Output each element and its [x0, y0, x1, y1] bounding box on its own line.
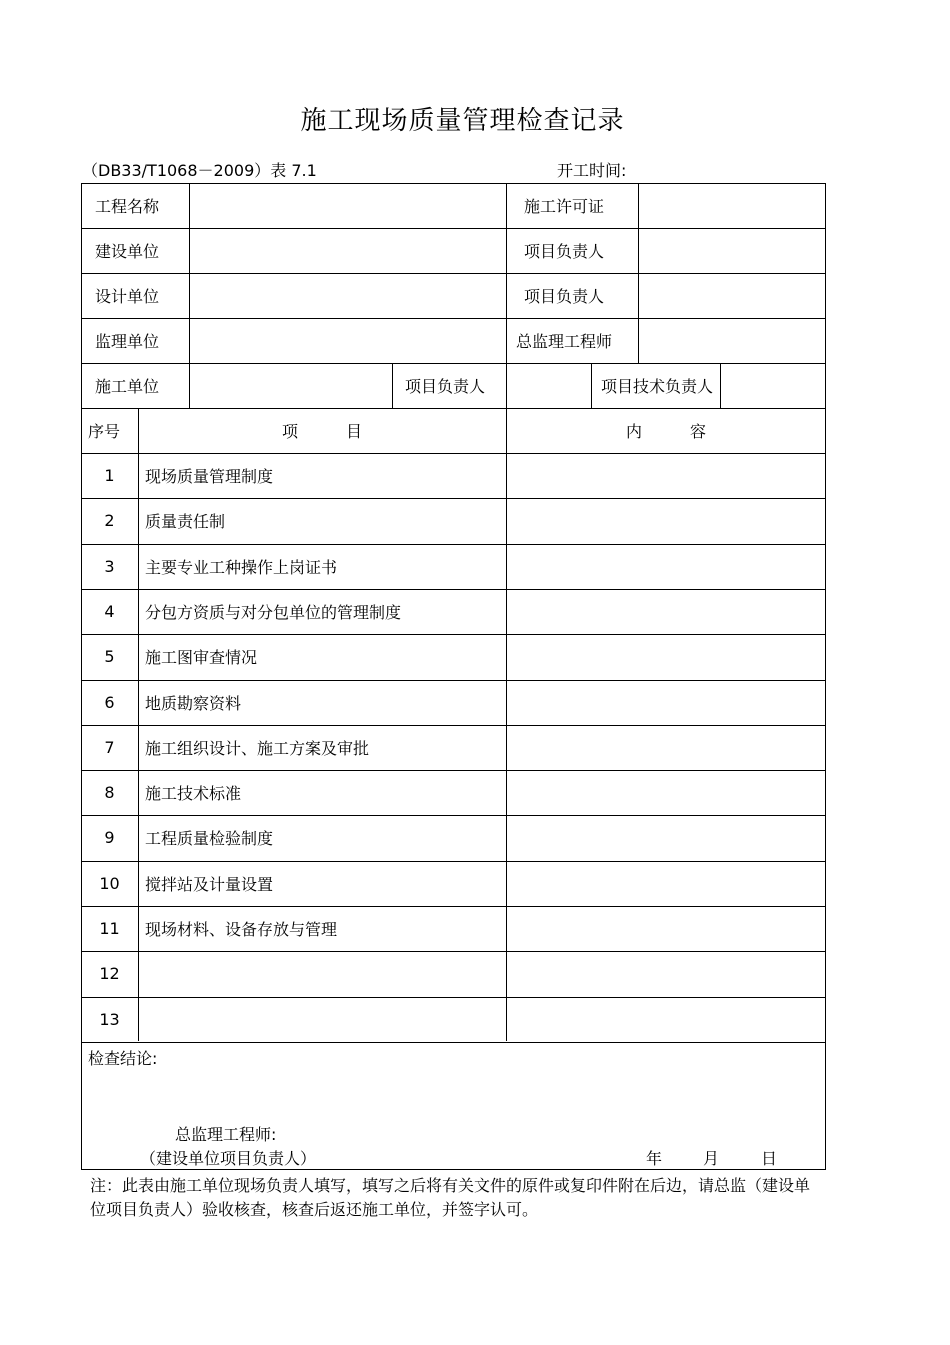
grid-line-h: [81, 1042, 825, 1043]
grid-line-v: [189, 183, 190, 408]
grid-line-v: [392, 363, 393, 408]
row-item: 质量责任制: [145, 512, 226, 531]
row-number: 6: [104, 693, 115, 712]
contractor-tech-lead-label: 项目技术负责人: [601, 377, 714, 396]
row-item: 分包方资质与对分包单位的管理制度: [145, 603, 402, 622]
row-content-cell[interactable]: [507, 725, 824, 770]
row-content-cell[interactable]: [507, 861, 824, 906]
row-item: 施工图审查情况: [145, 648, 258, 667]
start-time-label: 开工时间:: [557, 161, 627, 180]
grid-line-v: [506, 183, 507, 363]
row-item: 施工技术标准: [145, 784, 242, 803]
row-content-cell[interactable]: [507, 498, 824, 543]
row-content-cell[interactable]: [507, 680, 824, 725]
grid-line-v: [138, 408, 139, 1041]
row-item: 工程质量检验制度: [145, 829, 274, 848]
chief-supervisor-label: 总监理工程师: [516, 332, 613, 351]
grid-line-h: [81, 273, 825, 274]
design-pm-label: 项目负责人: [524, 287, 605, 306]
owner-pm-label: 项目负责人: [524, 242, 605, 261]
row-item: 搅拌站及计量设置: [145, 875, 274, 894]
page-title: 施工现场质量管理检查记录: [300, 106, 625, 136]
row-content-cell[interactable]: [507, 453, 824, 498]
row-number: 1: [104, 466, 115, 485]
row-content-cell[interactable]: [507, 951, 824, 996]
row-number: 12: [99, 964, 120, 983]
row-number: 11: [99, 919, 120, 938]
grid-line-v: [638, 183, 639, 363]
contractor-pm-label: 项目负责人: [405, 377, 486, 396]
grid-line-v: [720, 363, 721, 408]
row-number: 13: [99, 1010, 120, 1029]
row-number: 9: [104, 828, 115, 847]
grid-line-v: [591, 363, 592, 408]
conclusion-label: 检查结论:: [88, 1049, 158, 1068]
row-content-cell[interactable]: [507, 589, 824, 634]
row-item: 主要专业工种操作上岗证书: [145, 558, 338, 577]
design-unit-label: 设计单位: [95, 287, 160, 306]
supervision-unit-label: 监理单位: [95, 332, 160, 351]
row-item: 地质勘察资料: [145, 694, 242, 713]
grid-line-h: [81, 318, 825, 319]
contractor-unit-label: 施工单位: [95, 377, 160, 396]
owner-unit-label: 建设单位: [95, 242, 160, 261]
row-item: 现场材料、设备存放与管理: [145, 920, 338, 939]
owner-pm-sign: （建设单位项目负责人）: [140, 1149, 317, 1168]
date-day: 日: [761, 1149, 778, 1168]
grid-line-v: [506, 363, 507, 408]
row-content-cell[interactable]: [507, 815, 824, 860]
header-content: 内 容: [625, 422, 706, 441]
row-item: 施工组织设计、施工方案及审批: [145, 739, 370, 758]
footnote: 注：此表由施工单位现场负责人填写，填写之后将有关文件的原件或复印件附在后边，请总监（建设单位项目负责人）验收核查，核查后返还施工单位，并签字认可。: [90, 1176, 811, 1219]
construction-permit-label: 施工许可证: [524, 197, 605, 216]
standard-code: （DB33/T1068－2009）表 7.1: [82, 161, 317, 180]
chief-supervisor-sign: 总监理工程师:: [175, 1125, 277, 1144]
row-content-cell[interactable]: [507, 634, 824, 679]
header-no: 序号: [88, 422, 121, 441]
row-content-cell[interactable]: [507, 544, 824, 589]
row-number: 8: [104, 783, 115, 802]
row-number: 4: [104, 602, 115, 621]
project-name-label: 工程名称: [95, 197, 160, 216]
row-content-cell[interactable]: [507, 997, 824, 1042]
date-month: 月: [703, 1149, 720, 1168]
row-number: 2: [104, 511, 115, 530]
row-number: 3: [104, 557, 115, 576]
header-item: 项 目: [281, 422, 362, 441]
row-content-cell[interactable]: [507, 906, 824, 951]
row-number: 10: [99, 874, 120, 893]
row-number: 5: [104, 647, 115, 666]
row-number: 7: [104, 738, 115, 757]
row-content-cell[interactable]: [507, 770, 824, 815]
grid-line-h: [81, 228, 825, 229]
row-item: 现场质量管理制度: [145, 467, 274, 486]
date-year: 年: [646, 1149, 663, 1168]
